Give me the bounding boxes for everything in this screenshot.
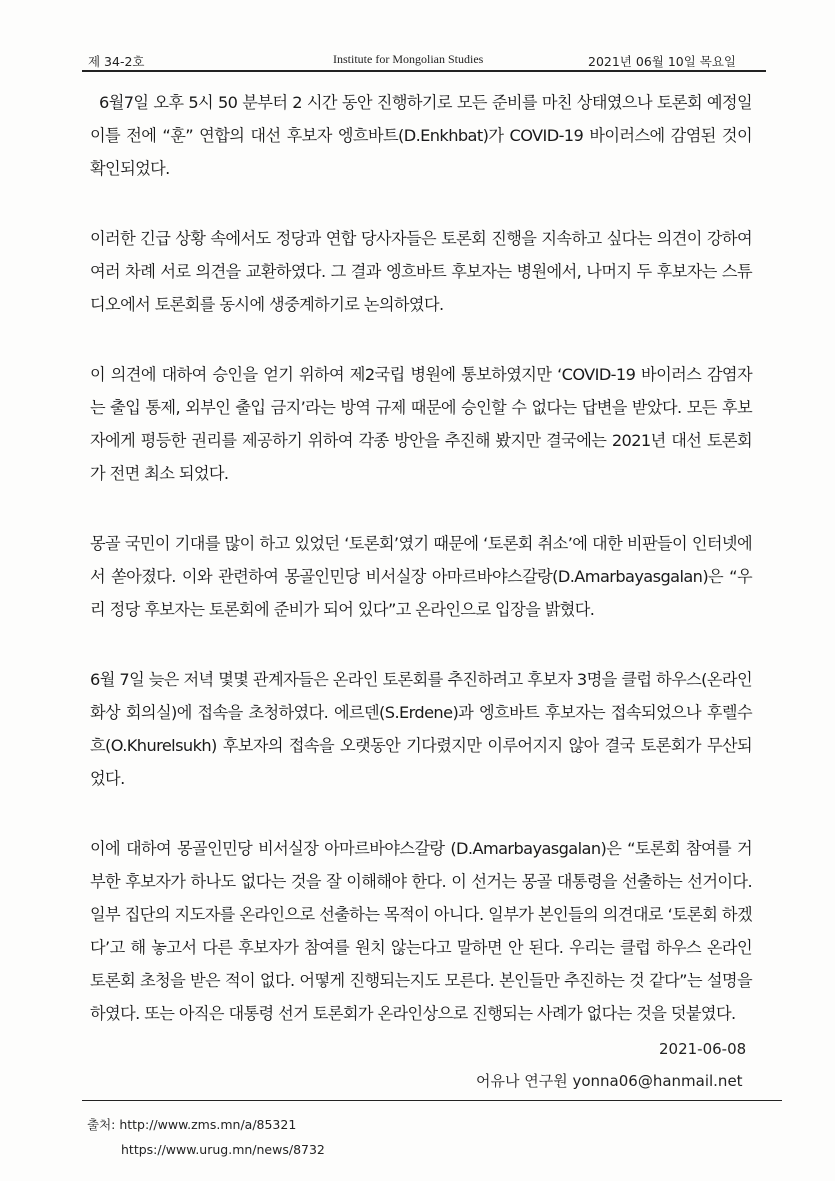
footer-divider bbox=[82, 1100, 782, 1101]
paragraph: 이에 대하여 몽골인민당 비서실장 아마르바야스갈랑 (D.Amarbayasgalan)은 “토론회 참여를 거부한 후보자가 하나도 없다는 것을 잘 이해해야 한다. 이 선거는 몽골 대통령을 선출하는 선거이다. 일부 집단의 지도자를 온라인으로 선출하는 목적이 아니다. 일부가 본인들의 의견대로 ‘토론회 하겠다’고 해 놓고서 다른 후보자가 참여를 원치 않는다고 말하면 안 된다. 우리는 클럽 하우스 온라인 토론회 초청을 받은 적이 없다. 어떻게 진행되는지도 모른다. 본인들만 추진하는 것 같다”는 설명을 하였다. 또는 아직은 대통령 선거 토론회가 온라인상으로 진행되는 사례가 없다는 것을 덧붙였다. bbox=[90, 839, 752, 1023]
paragraph: 이 의견에 대하여 승인을 얻기 위하여 제2국립 병원에 통보하였지만 ‘COVID-19 바이러스 감염자는 출입 통제, 외부인 출입 금지’라는 방역 규제 때문에 승인할 수 없다는 답변을 받았다. 모든 후보자에게 평등한 권리를 제공하기 위하여 각종 방안을 추진해 봤지만 결국에는 2021년 대선 토론회가 전면 최소 되었다. bbox=[90, 365, 752, 483]
header-divider bbox=[82, 70, 766, 72]
paragraph: 몽골 국민이 기대를 많이 하고 있었던 ‘토론회’였기 때문에 ‘토론회 취소’에 대한 비판들이 인터넷에서 쏟아졌다. 이와 관련하여 몽골인민당 비서실장 아마르바야스갈랑(D.Amarbayasgalan)은 “우리 정당 후보자는 토론회에 준비가 되어 있다”고 온라인으로 입장을 밝혔다. bbox=[90, 534, 752, 619]
paragraph: 이러한 긴급 상황 속에서도 정당과 연합 당사자들은 토론회 진행을 지속하고 싶다는 의견이 강하여 여러 차례 서로 의견을 교환하였다. 그 결과 엥흐바트 후보자는 병원에서, 나머지 두 후보자는 스튜디오에서 토론회를 동시에 생중계하기로 논의하였다. bbox=[90, 229, 752, 314]
page-header bbox=[88, 48, 736, 72]
paragraph: 6월7일 오후 5시 50 분부터 2 시간 동안 진행하기로 모든 준비를 마친 상태였으나 토론회 예정일 이틀 전에 “훈” 연합의 대선 후보자 엥흐바트(D.Enkhbat)가 COVID-19 바이러스에 감염된 것이 확인되었다. bbox=[90, 93, 752, 178]
source-line: https://www.urug.mn/news/8732 bbox=[121, 1142, 325, 1157]
author-signature: 어유나 연구원 yonna06@hanmail.net bbox=[476, 1072, 743, 1090]
article-date: 2021-06-08 bbox=[659, 1040, 747, 1058]
issue-number: 제 34-2호 bbox=[88, 54, 145, 69]
paragraph: 6월 7일 늦은 저녁 몇몇 관계자들은 온라인 토론회를 추진하려고 후보자 3명을 클럽 하우스(온라인 화상 회의실)에 접속을 초청하였다. 에르덴(S.Erdene)과 엥흐바트 후보자는 접속되었으나 후렐수흐(O.Khurelsukh) 후보자의 접속을 오랫동안 기다렸지만 이루어지지 않아 결국 토론회가 무산되었다. bbox=[90, 670, 752, 788]
issue-date: 2021년 06월 10일 목요일 bbox=[588, 54, 736, 69]
source-line: 출처: http://www.zms.mn/a/85321 bbox=[87, 1117, 297, 1132]
article-body bbox=[90, 86, 752, 1067]
institute-name: Institute for Mongolian Studies bbox=[333, 52, 484, 66]
